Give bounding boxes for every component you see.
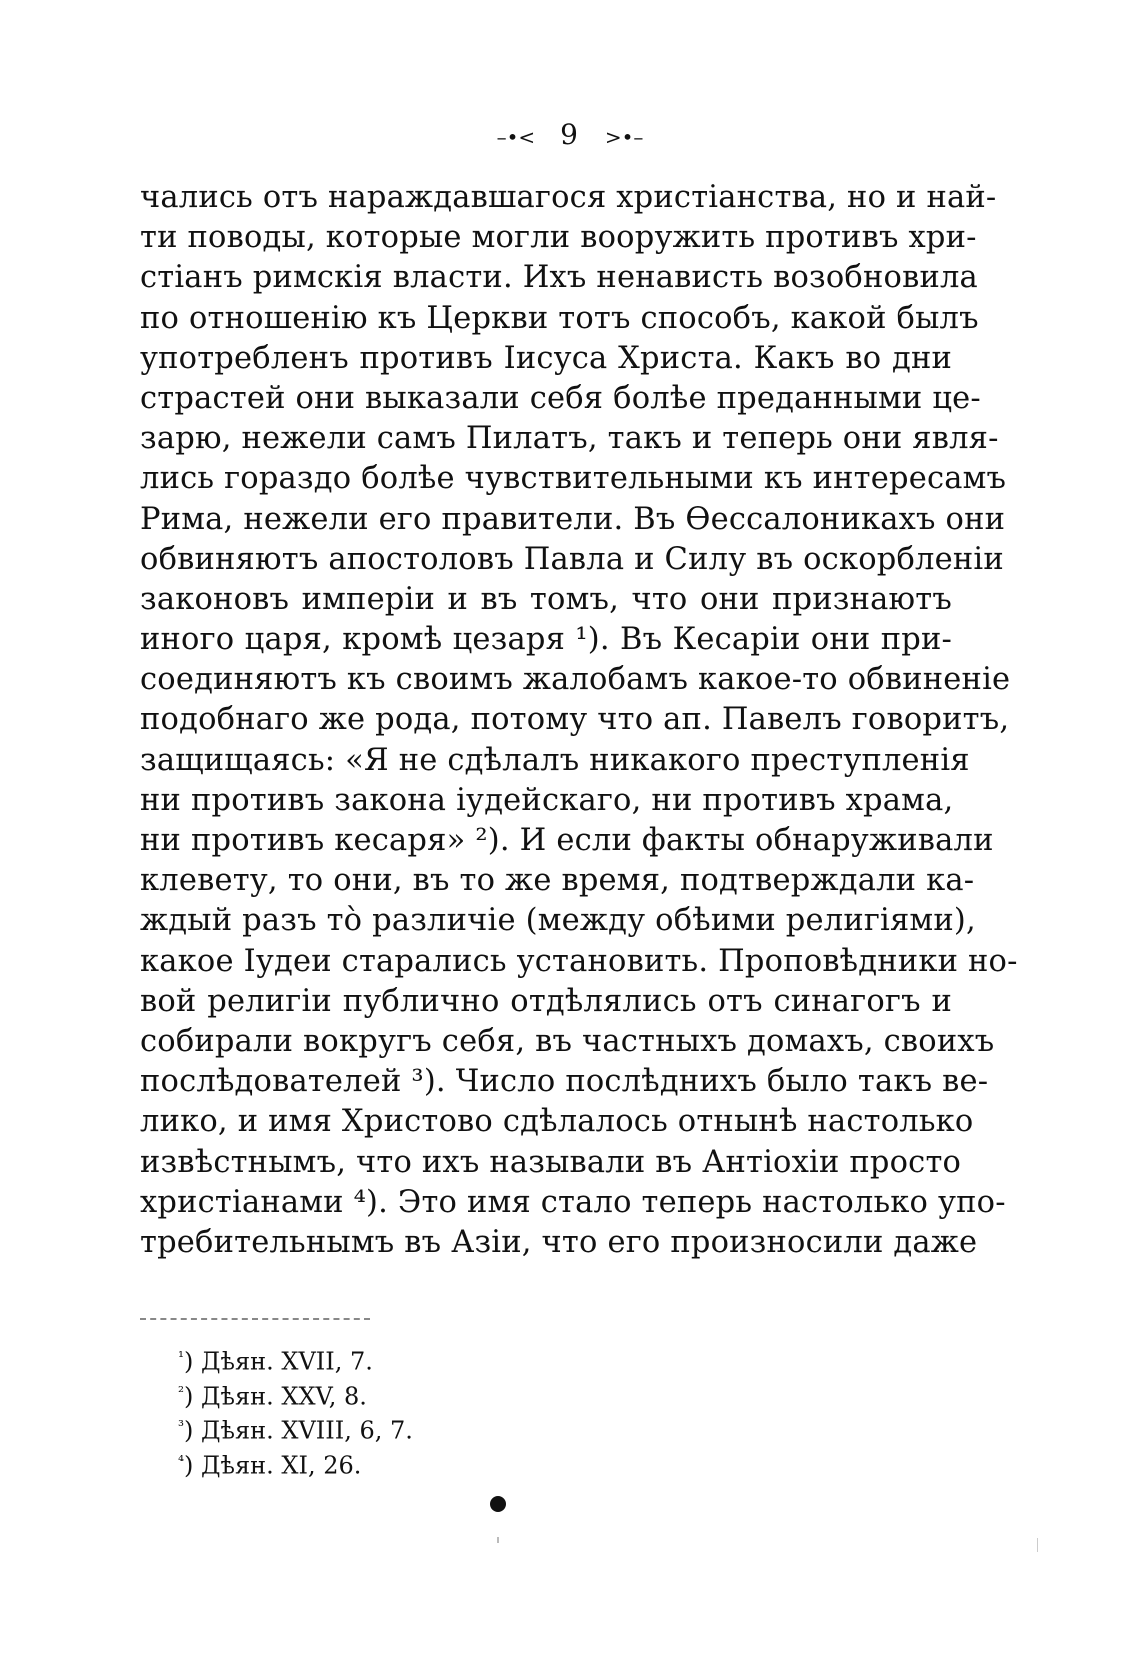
text-line: лись гораздо болѣе чувствительными къ интересамъ — [140, 461, 1007, 497]
footnote-mark: ¹ — [178, 1348, 185, 1366]
ink-speck — [1037, 1538, 1038, 1552]
header-ornament-right: >•– — [604, 125, 644, 149]
footnote-separator — [140, 1318, 370, 1320]
text-line: требительнымъ въ Азіи, что его произносили даже — [140, 1224, 978, 1260]
text-line: защищаясь: «Я не сдѣлалъ никакого преступленія — [140, 742, 970, 778]
header-ornament-left: –•< — [496, 125, 536, 149]
text-line: христіанами ⁴). Это имя стало теперь настолько упо- — [140, 1184, 1006, 1220]
text-line: страстей они выказали себя болѣе преданными це- — [140, 380, 981, 416]
footnote-text: ) Дѣян. XVIII, 6, 7. — [184, 1416, 413, 1445]
footnote — [178, 1446, 578, 1481]
footnote-text: ) Дѣян. XI, 26. — [184, 1451, 362, 1479]
footnote-mark: ² — [178, 1382, 185, 1401]
text-line: послѣдователей ³). Число послѣднихъ было такъ ве- — [140, 1064, 989, 1100]
text-line: законовъ имперіи и въ томъ, что они признаютъ — [140, 581, 952, 617]
text-line: употребленъ противъ Іисуса Христа. Какъ во дни — [140, 340, 952, 376]
text-line: чались отъ нараждавшагося христіанства, но и най- — [140, 180, 997, 215]
text-line: зарю, нежели самъ Пилатъ, такъ и теперь они явля- — [140, 421, 999, 457]
text-line: Рима, нежели его правители. Въ Ѳессалоникахъ они — [140, 501, 1006, 537]
footnote-mark: ⁴ — [178, 1451, 185, 1470]
text-line: извѣстнымъ, что ихъ называли въ Антіохіи просто — [140, 1144, 962, 1180]
ink-speck — [497, 1537, 499, 1543]
text-line: ти поводы, которые могли вооружить противъ хри- — [140, 220, 977, 256]
footnote-text: ) Дѣян. XVII, 7. — [184, 1347, 373, 1376]
text-line: вой религіи публично отдѣлялись отъ синагогъ и — [140, 983, 952, 1019]
footnote — [178, 1411, 578, 1446]
text-line: ждый разъ тò различіе (между обѣими религіями), — [140, 903, 976, 939]
footnote — [178, 1377, 578, 1412]
page-header — [0, 118, 1140, 151]
footnote-text: ) Дѣян. XXV, 8. — [184, 1382, 367, 1410]
footnote — [178, 1342, 578, 1377]
text-line: клевету, то они, въ то же время, подтверждали ка- — [140, 863, 975, 899]
text-line: ни противъ кесаря» ²). И если факты обнаруживали — [140, 823, 994, 858]
footnote-mark: ³ — [178, 1417, 185, 1435]
ink-dot-mark — [490, 1496, 506, 1512]
text-line: ни противъ закона іудейскаго, ни противъ храма, — [140, 782, 954, 818]
footnotes — [178, 1342, 578, 1480]
text-line: иного царя, кромѣ цезаря ¹). Въ Кесаріи они при- — [140, 622, 952, 658]
text-line: какое Іудеи старались установить. Проповѣдники но- — [140, 943, 1018, 979]
page-number: 9 — [560, 118, 580, 151]
text-line: обвиняютъ апостоловъ Павла и Силу въ оскорбленіи — [140, 541, 1004, 577]
text-line: подобнаго же рода, потому что ап. Павелъ говоритъ, — [140, 702, 1010, 738]
text-line: по отношенію къ Церкви тотъ способъ, какой былъ — [140, 300, 979, 336]
text-line: лико, и имя Христово сдѣлалось отнынѣ настолько — [140, 1104, 974, 1140]
text-line: соединяютъ къ своимъ жалобамъ какое-то обвиненіе — [140, 662, 1011, 698]
text-line: собирали вокругъ себя, въ частныхъ домахъ, своихъ — [140, 1023, 995, 1059]
text-line: стіанъ римскія власти. Ихъ ненависть возобновила — [140, 260, 978, 296]
body-text — [140, 178, 1018, 1263]
